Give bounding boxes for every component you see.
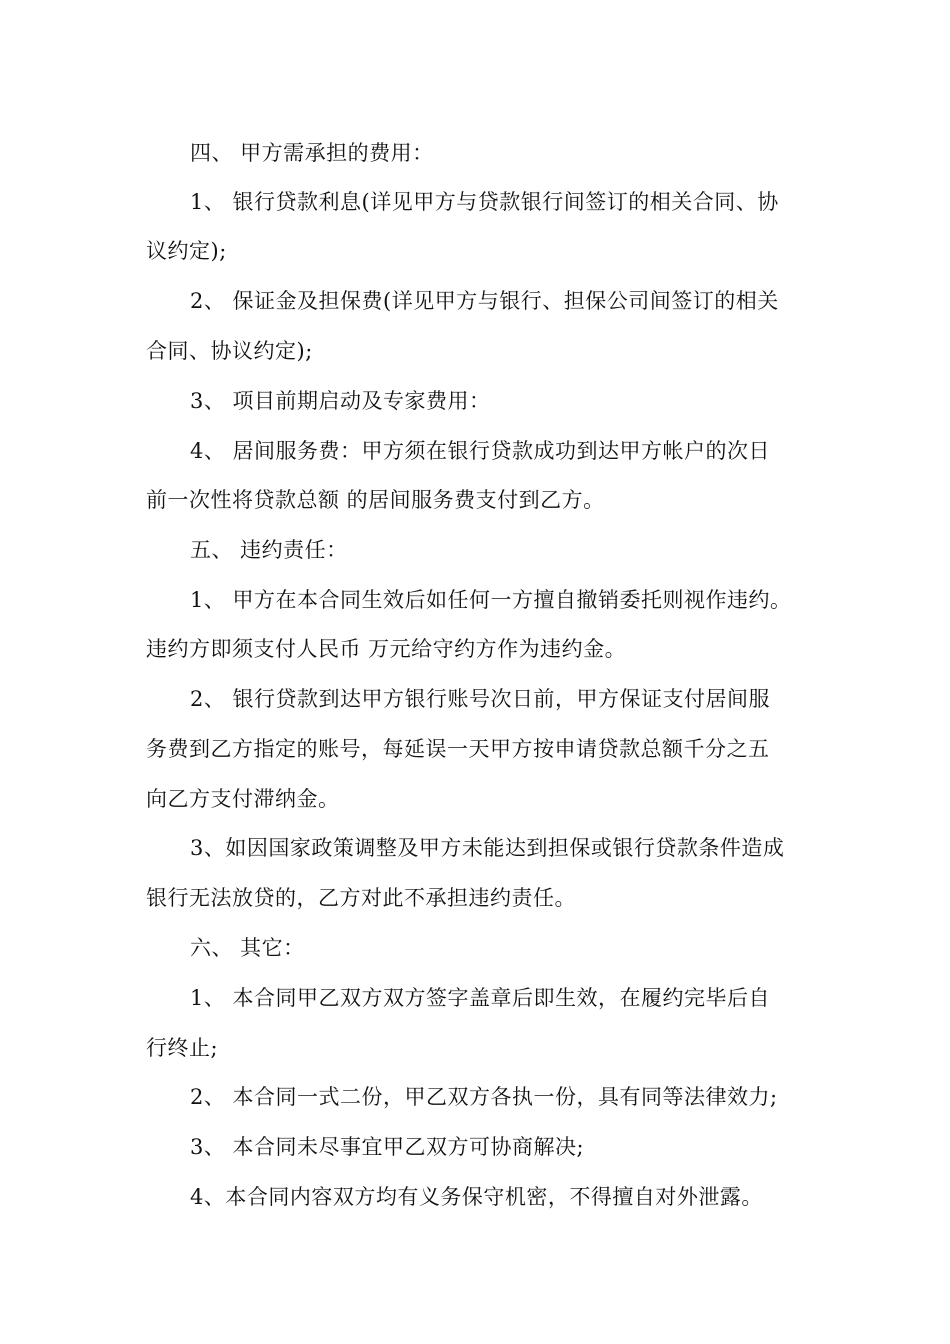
- paragraph-line: 4、本合同内容双方均有义务保守机密，不得擅自对外泄露。: [190, 1185, 763, 1209]
- paragraph-line: 2、 保证金及担保费(详见甲方与银行、担保公司间签订的相关: [190, 289, 779, 313]
- paragraph-line: 违约方即须支付人民币 万元给守约方作为违约金。: [146, 637, 627, 661]
- section-heading-six: 六、 其它：: [190, 936, 305, 960]
- paragraph-line: 议约定);: [146, 239, 227, 263]
- paragraph-line: 4、 居间服务费：甲方须在银行贷款成功到达甲方帐户的次日: [190, 439, 771, 463]
- paragraph-line: 务费到乙方指定的账号，每延误一天甲方按申请贷款总额千分之五: [146, 737, 770, 761]
- paragraph-line: 1、 甲方在本合同生效后如任何一方擅自撤销委托则视作违约。: [190, 588, 792, 612]
- paragraph-line: 前一次性将贷款总额 的居间服务费支付到乙方。: [146, 488, 605, 512]
- paragraph-line: 1、 本合同甲乙双方双方签字盖章后即生效，在履约完毕后自: [190, 986, 771, 1010]
- paragraph-line: 2、 本合同一式二份，甲乙双方各执一份，具有同等法律效力;: [190, 1085, 778, 1109]
- paragraph-line: 1、 银行贷款利息(详见甲方与贷款银行间签订的相关合同、协: [190, 190, 779, 214]
- paragraph-line: 3、 本合同未尽事宜甲乙双方可协商解决;: [190, 1135, 585, 1159]
- paragraph-line: 3、 项目前期启动及专家费用：: [190, 389, 491, 413]
- paragraph-line: 银行无法放贷的，乙方对此不承担违约责任。: [146, 886, 576, 910]
- paragraph-line: 向乙方支付滞纳金。: [146, 787, 340, 811]
- section-heading-five: 五、 违约责任：: [190, 538, 348, 562]
- paragraph-line: 行终止;: [146, 1036, 219, 1060]
- paragraph-line: 2、 银行贷款到达甲方银行账号次日前，甲方保证支付居间服: [190, 687, 771, 711]
- paragraph-line: 合同、协议约定);: [146, 339, 313, 363]
- section-heading-four: 四、 甲方需承担的费用：: [190, 141, 434, 165]
- paragraph-line: 3、如因国家政策调整及甲方未能达到担保或银行贷款条件造成: [190, 836, 785, 860]
